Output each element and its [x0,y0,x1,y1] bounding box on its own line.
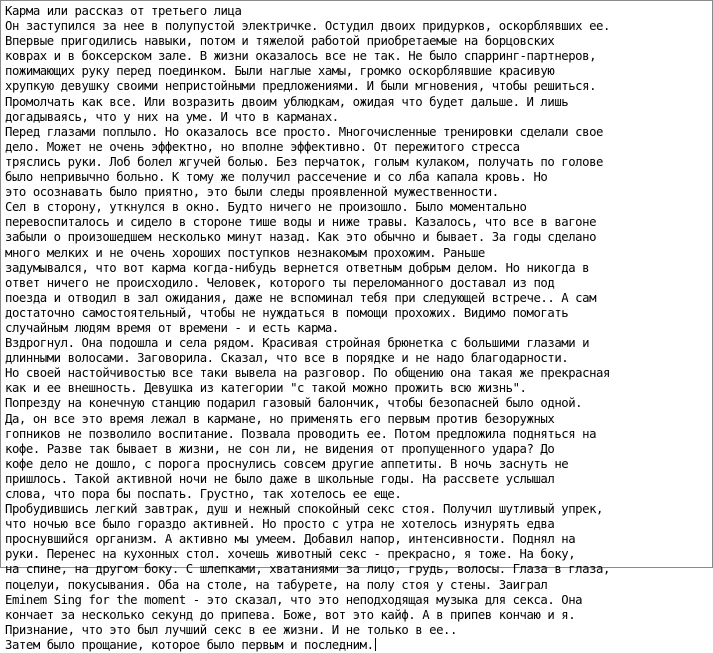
text-line: Сел в сторону, уткнулся в окно. Будто ничего не произошло. Было моментально [5,200,527,215]
text-line: перевоспиталось и сидело в стороне тише воды и ниже травы. Казалось, что все в вагоне [5,215,597,230]
text-line: достаточно самостоятельный, чтобы не нуждаться в помощи прохожих. Видимо помогать [5,305,569,320]
document-text[interactable] [5,4,710,653]
text-line: Пробудившись легкий завтрак, душ и нежный спокойный секс стоя. Получил шутливый упрек, [5,502,603,517]
text-line: догадываясь, что у них на уме. И что в карманах. [5,109,339,124]
text-line: кончает за несколько секунд до припева. Боже, вот это кайф. А в припев кончаю и я. [5,607,576,622]
text-line: что ночью все было гораздо активней. Но просто с утра не хотелось изнурять едва [5,517,555,532]
text-line: это осознавать было приятно, это были следы проявленной мужественности. [5,185,499,200]
text-line: Промолчать как все. Или возразить двоим ублюдкам, ожидая что будет дальше. И лишь [5,94,569,109]
text-line: кофе дело не дошло, с порога проснулись совсем другие аппетиты. В ночь заснуть не [5,456,569,471]
text-line: ответ ничего не происходило. Человек, которого ты переломанного доставал из под [5,275,555,290]
text-line: тряслись руки. Лоб болел жгучей болью. Без перчаток, голым кулаком, получать по голове [5,154,603,169]
text-line: пожимающих руку перед поединком. Были наглые хамы, громко оскорблявшие красивую [5,64,555,79]
text-line: много мелких и не очень хороших поступков незнакомым прохожим. Раньше [5,245,485,260]
text-line: как и ее внешность. Девушка из категории "с такой можно прожить всю жизнь". [5,381,527,396]
text-line: поезда и отводил в зал ожидания, даже не вспоминал тебя при следующей встрече.. А сам [5,290,597,305]
text-line: задумывался, что вот карма когда-нибудь вернется ответным добрым делом. Но никогда в [5,260,590,275]
text-line: длинными волосами. Заговорила. Сказал, что все в порядке и не надо благодарности. [5,351,569,366]
text-line: Затем было прощание, которое было первым и последним. [5,637,374,652]
text-line: коврах и в боксерском зале. В жизни оказалось все не так. Не было спарринг-партнеров, [5,49,597,64]
text-line: слова, что пора бы поспать. Грустно, так хотелось ее еще. [5,487,402,501]
text-line: гопников не позволило воспитание. Позвала проводить ее. Потом предложила подняться на [5,426,597,441]
text-line: Но своей настойчивостью все таки вывела на разговор. По общению она такая же прекрасная [5,366,610,381]
text-line: Вздрогнул. Она подошла и села рядом. Красивая стройная брюнетка с большими глазами и [5,336,590,351]
text-line: случайным людям время от времени - и есть карма. [5,320,339,335]
text-cursor [375,638,376,651]
text-line: Попрезду на конечную станцию подарил газовый балончик, чтобы безопасней было одной. [5,396,583,411]
text-line: на спине, на другом боку. С шлепками, хватаниями за лицо, грудь, волосы. Глаза в глаза, [5,562,610,577]
text-line: поцелуи, покусывания. Оба на столе, на табурете, на полу стоя у стены. Заиграл [5,577,548,592]
text-line: Да, он все это время лежал в кармане, но применять его первым против безоружных [5,411,555,426]
text-line: Впервые пригодились навыки, потом и тяжелой работой приобретаемые на борцовских [5,34,555,49]
text-line: руки. Перенес на кухонных стол. хочешь животный секс - прекрасно, я тоже. На боку, [5,547,576,562]
text-line: Карма или рассказ от третьего лица [5,4,242,18]
text-line: Признание, что это был лучший секс в ее жизни. И не только в ее.. [5,622,457,637]
text-line: кофе. Разве так бывает в жизни, не сон ли, не видения от пропущенного удара? До [5,441,555,456]
text-line: дело. Может не очень эффектно, но вполне эффективно. От пережитого стресса [5,139,520,154]
text-line: Перед глазами поплыло. Но оказалось все просто. Многочисленные тренировки сделали свое [5,124,603,139]
text-line: было непривычно больно. К тому же получил рассечение и со лба капала кровь. Но [5,170,548,185]
text-line: Он заступился за нее в полупустой электричке. Остудил двоих придурков, оскорблявших ее. [5,19,610,34]
text-line: хрупкую девушку своими непристойными предложениями. И были мгновения, чтобы решиться. [5,79,597,94]
text-line: проснувшийся организм. А активно мы умеем. Добавил напор, интенсивности. Поднял на [5,532,576,547]
text-line: Eminem Sing for the moment - это сказал, что это неподходящая музыка для секса. Она [5,592,583,607]
text-line: пришлось. Такой активной ночи не было даже в школьные годы. На рассвете услышал [5,471,555,486]
text-line: забыли о произошедшем несколько минут назад. Как это обычно и бывает. За годы сделано [5,230,597,245]
